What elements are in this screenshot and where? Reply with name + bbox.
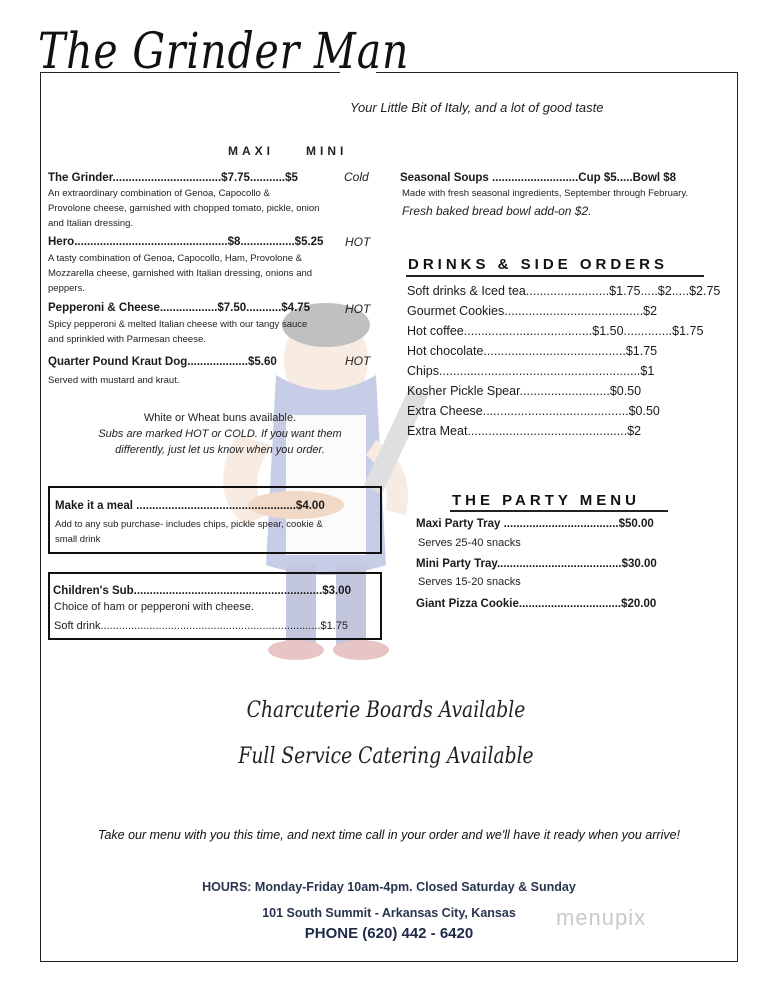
catering-note: Full Service Catering Available <box>238 744 534 769</box>
restaurant-title: The Grinder Man <box>38 22 410 80</box>
mini-column-header: MINI <box>306 144 348 158</box>
drinks-section-heading: DRINKS & SIDE ORDERS <box>408 256 669 273</box>
side-item: Kosher Pickle Spear..........................$0.50 <box>407 384 642 398</box>
item-description: Choice of ham or pepperoni with cheese. <box>54 601 254 613</box>
menu-item-seasonal-soups: Seasonal Soups ...........................Cup $5.....Bowl $8 <box>400 172 677 184</box>
charcuterie-note: Charcuterie Boards Available <box>246 698 526 723</box>
party-item-maxi-tray: Maxi Party Tray ....................................$50.00 <box>416 518 654 530</box>
menu-item-soft-drink: Soft drink........................................................................$1.75 <box>54 620 349 632</box>
watermark: menupix <box>556 905 647 930</box>
item-description: A tasty combination of Genoa, Capocollo, Ham, Provolone & Mozzarella cheese, garnished with Italian dressing, onions and peppers. <box>48 253 313 294</box>
menu-item-make-it-a-meal: Make it a meal ..................................................$4.00 <box>55 500 325 512</box>
drink-item: Gourmet Cookies........................................$2 <box>407 304 658 318</box>
side-item: Extra Meat..............................................$2 <box>407 424 642 438</box>
maxi-column-header: MAXI <box>228 144 274 158</box>
menu-item-childrens-sub: Children's Sub...........................................................$3.00 <box>53 585 351 597</box>
side-item: Chips..........................................................$1 <box>407 364 655 378</box>
call-ahead-note: Take our menu with you this time, and next time call in your order and we'll have it ready when you arrive! <box>97 828 681 842</box>
menu-item-kraut-dog: Quarter Pound Kraut Dog...................$5.60 <box>48 356 277 368</box>
menu-item-the-grinder: The Grinder..................................$7.75...........$5 <box>48 172 298 184</box>
item-description: Served with mustard and kraut. <box>48 375 180 386</box>
business-hours: HOURS: Monday-Friday 10am-4pm. Closed Saturday & Sunday <box>202 880 576 894</box>
party-item-mini-tray: Mini Party Tray.......................................$30.00 <box>416 558 657 570</box>
temperature-tag: HOT <box>345 302 371 316</box>
item-description: Made with fresh seasonal ingredients, September through February. <box>402 188 689 199</box>
bread-bowl-note: Fresh baked bread bowl add-on $2. <box>402 204 592 218</box>
heading-underline <box>450 510 668 512</box>
address: 101 South Summit - Arkansas City, Kansas <box>262 906 516 920</box>
party-section-heading: THE PARTY MENU <box>452 492 640 509</box>
menu-item-pepperoni-cheese: Pepperoni & Cheese..................$7.50...........$4.75 <box>48 302 311 314</box>
temperature-tag: HOT <box>345 354 371 368</box>
phone-number: PHONE (620) 442 - 6420 <box>304 925 474 942</box>
temperature-tag: HOT <box>345 235 371 249</box>
drink-item: Hot chocolate.........................................$1.75 <box>407 344 658 358</box>
drink-item: Soft drinks & Iced tea........................$1.75.....$2.....$2.75 <box>407 284 721 298</box>
item-description: Spicy pepperoni & melted Italian cheese with our tangy sauce and sprinkled with Parmesan cheese. <box>48 319 308 345</box>
item-description: An extraordinary combination of Genoa, Capocollo & Provolone cheese, garnished with chopped tomato, pickle, onion and Italian dressing. <box>48 188 320 229</box>
temperature-tag: Cold <box>344 170 369 184</box>
party-item-serves: Serves 25-40 snacks <box>418 537 521 549</box>
menu-item-hero: Hero................................................$8.................$5.25 <box>48 236 324 248</box>
party-item-giant-pizza-cookie: Giant Pizza Cookie................................$20.00 <box>416 598 657 610</box>
bun-note: White or Wheat buns available. Subs are marked HOT or COLD. If you want them differently, just let us know when you order. <box>98 412 342 456</box>
heading-underline <box>406 275 704 277</box>
tagline: Your Little Bit of Italy, and a lot of good taste <box>350 100 604 115</box>
party-item-serves: Serves 15-20 snacks <box>418 576 521 588</box>
side-item: Extra Cheese..........................................$0.50 <box>407 404 660 418</box>
item-description: Add to any sub purchase- includes chips, pickle spear, cookie & small drink <box>55 519 323 545</box>
drink-item: Hot coffee.....................................$1.50..............$1.75 <box>407 324 704 338</box>
